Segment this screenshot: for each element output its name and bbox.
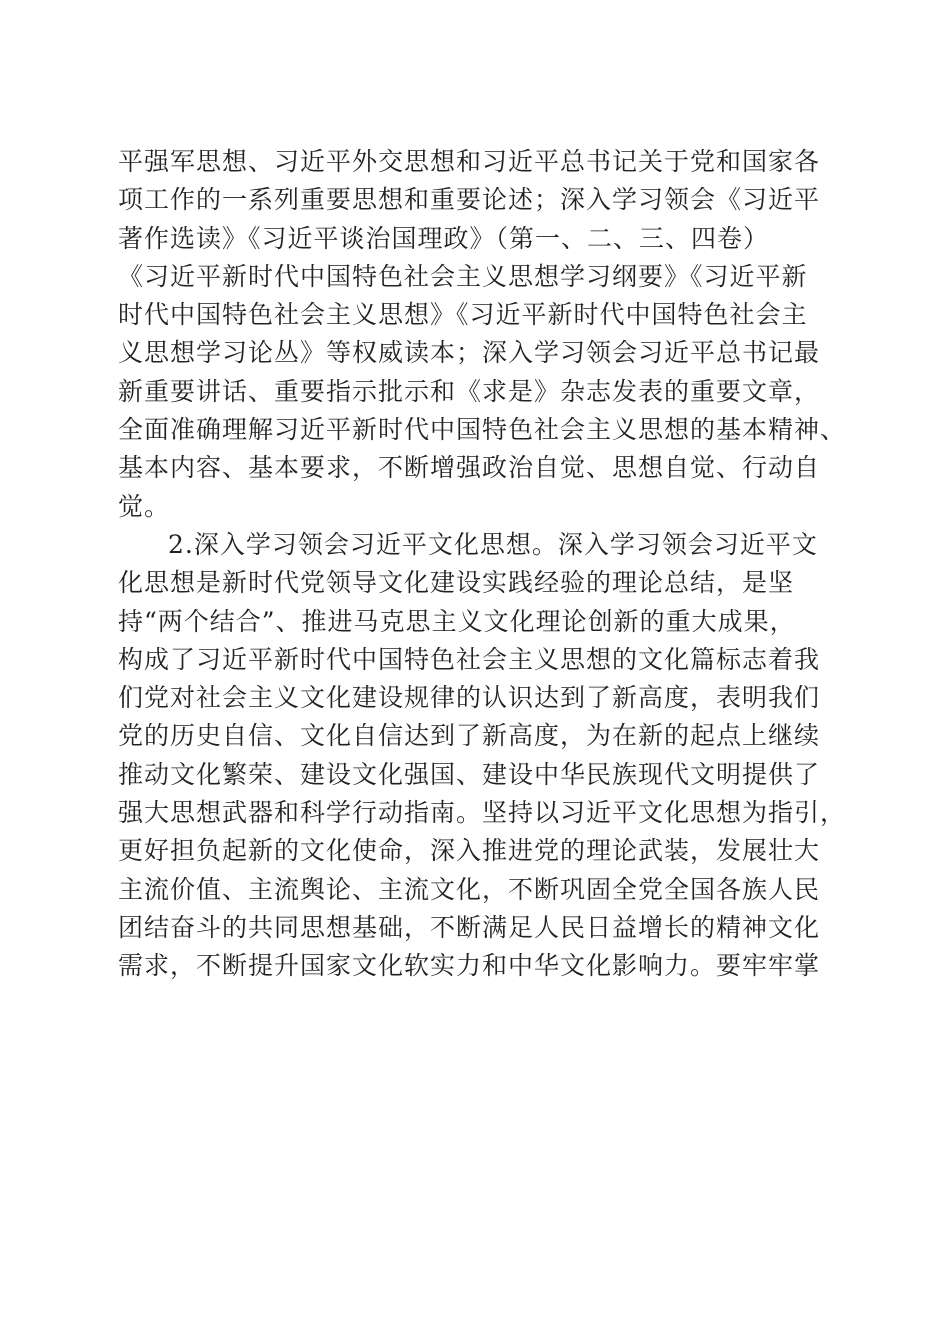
paragraph-line: 时代中国特色社会主义思想》《习近平新时代中国特色社会主 — [118, 300, 808, 330]
paragraph-line: 新重要讲话、重要指示批示和《求是》杂志发表的重要文章， — [118, 376, 821, 406]
paragraph-line: 觉。 — [118, 491, 171, 521]
paragraph-continued-reading-list — [118, 143, 847, 526]
paragraph-line: 义思想学习论丛》等权威读本；深入学习领会习近平总书记最 — [118, 338, 821, 368]
paragraph-line: 团结奋斗的共同思想基础，不断满足人民日益增长的精神文化 — [118, 912, 821, 942]
paragraph-line: 全面准确理解习近平新时代中国特色社会主义思想的基本精神、 — [118, 415, 847, 445]
document-body — [118, 143, 847, 986]
paragraph-first-line: 2.深入学习领会习近平文化思想。深入学习领会习近平文 — [168, 529, 818, 559]
paragraph-line: 主流价值、主流舆论、主流文化，不断巩固全党全国各族人民 — [118, 874, 821, 904]
paragraph-line: 化思想是新时代党领导文化建设实践经验的理论总结，是坚 — [118, 568, 795, 598]
paragraph-line: 《习近平新时代中国特色社会主义思想学习纲要》《习近平新 — [118, 261, 808, 291]
paragraph-line: 基本内容、基本要求，不断增强政治自觉、思想自觉、行动自 — [118, 453, 821, 483]
paragraph-line: 平强军思想、习近平外交思想和习近平总书记关于党和国家各 — [118, 147, 821, 176]
paragraph-line: 需求，不断提升国家文化软实力和中华文化影响力。要牢牢掌 — [118, 951, 821, 981]
paragraph-line: 持“两个结合”、推进马克思主义文化理论创新的重大成果， — [118, 606, 796, 636]
paragraph-line: 推动文化繁荣、建设文化强国、建设中华民族现代文明提供了 — [118, 759, 821, 789]
paragraph-line: 更好担负起新的文化使命，深入推进党的理论武装，发展壮大 — [118, 836, 821, 866]
paragraph-culture-thought — [118, 526, 847, 986]
paragraph-line: 项工作的一系列重要思想和重要论述；深入学习领会《习近平 — [118, 185, 821, 215]
paragraph-line: 强大思想武器和科学行动指南。坚持以习近平文化思想为指引， — [118, 798, 847, 828]
paragraph-line: 党的历史自信、文化自信达到了新高度，为在新的起点上继续 — [118, 721, 821, 751]
paragraph-line: 著作选读》《习近平谈治国理政》（第一、二、三、四卷） — [118, 223, 770, 253]
paragraph-line: 构成了习近平新时代中国特色社会主义思想的文化篇标志着我 — [118, 644, 821, 674]
paragraph-line: 们党对社会主义文化建设规律的认识达到了新高度，表明我们 — [118, 683, 821, 713]
